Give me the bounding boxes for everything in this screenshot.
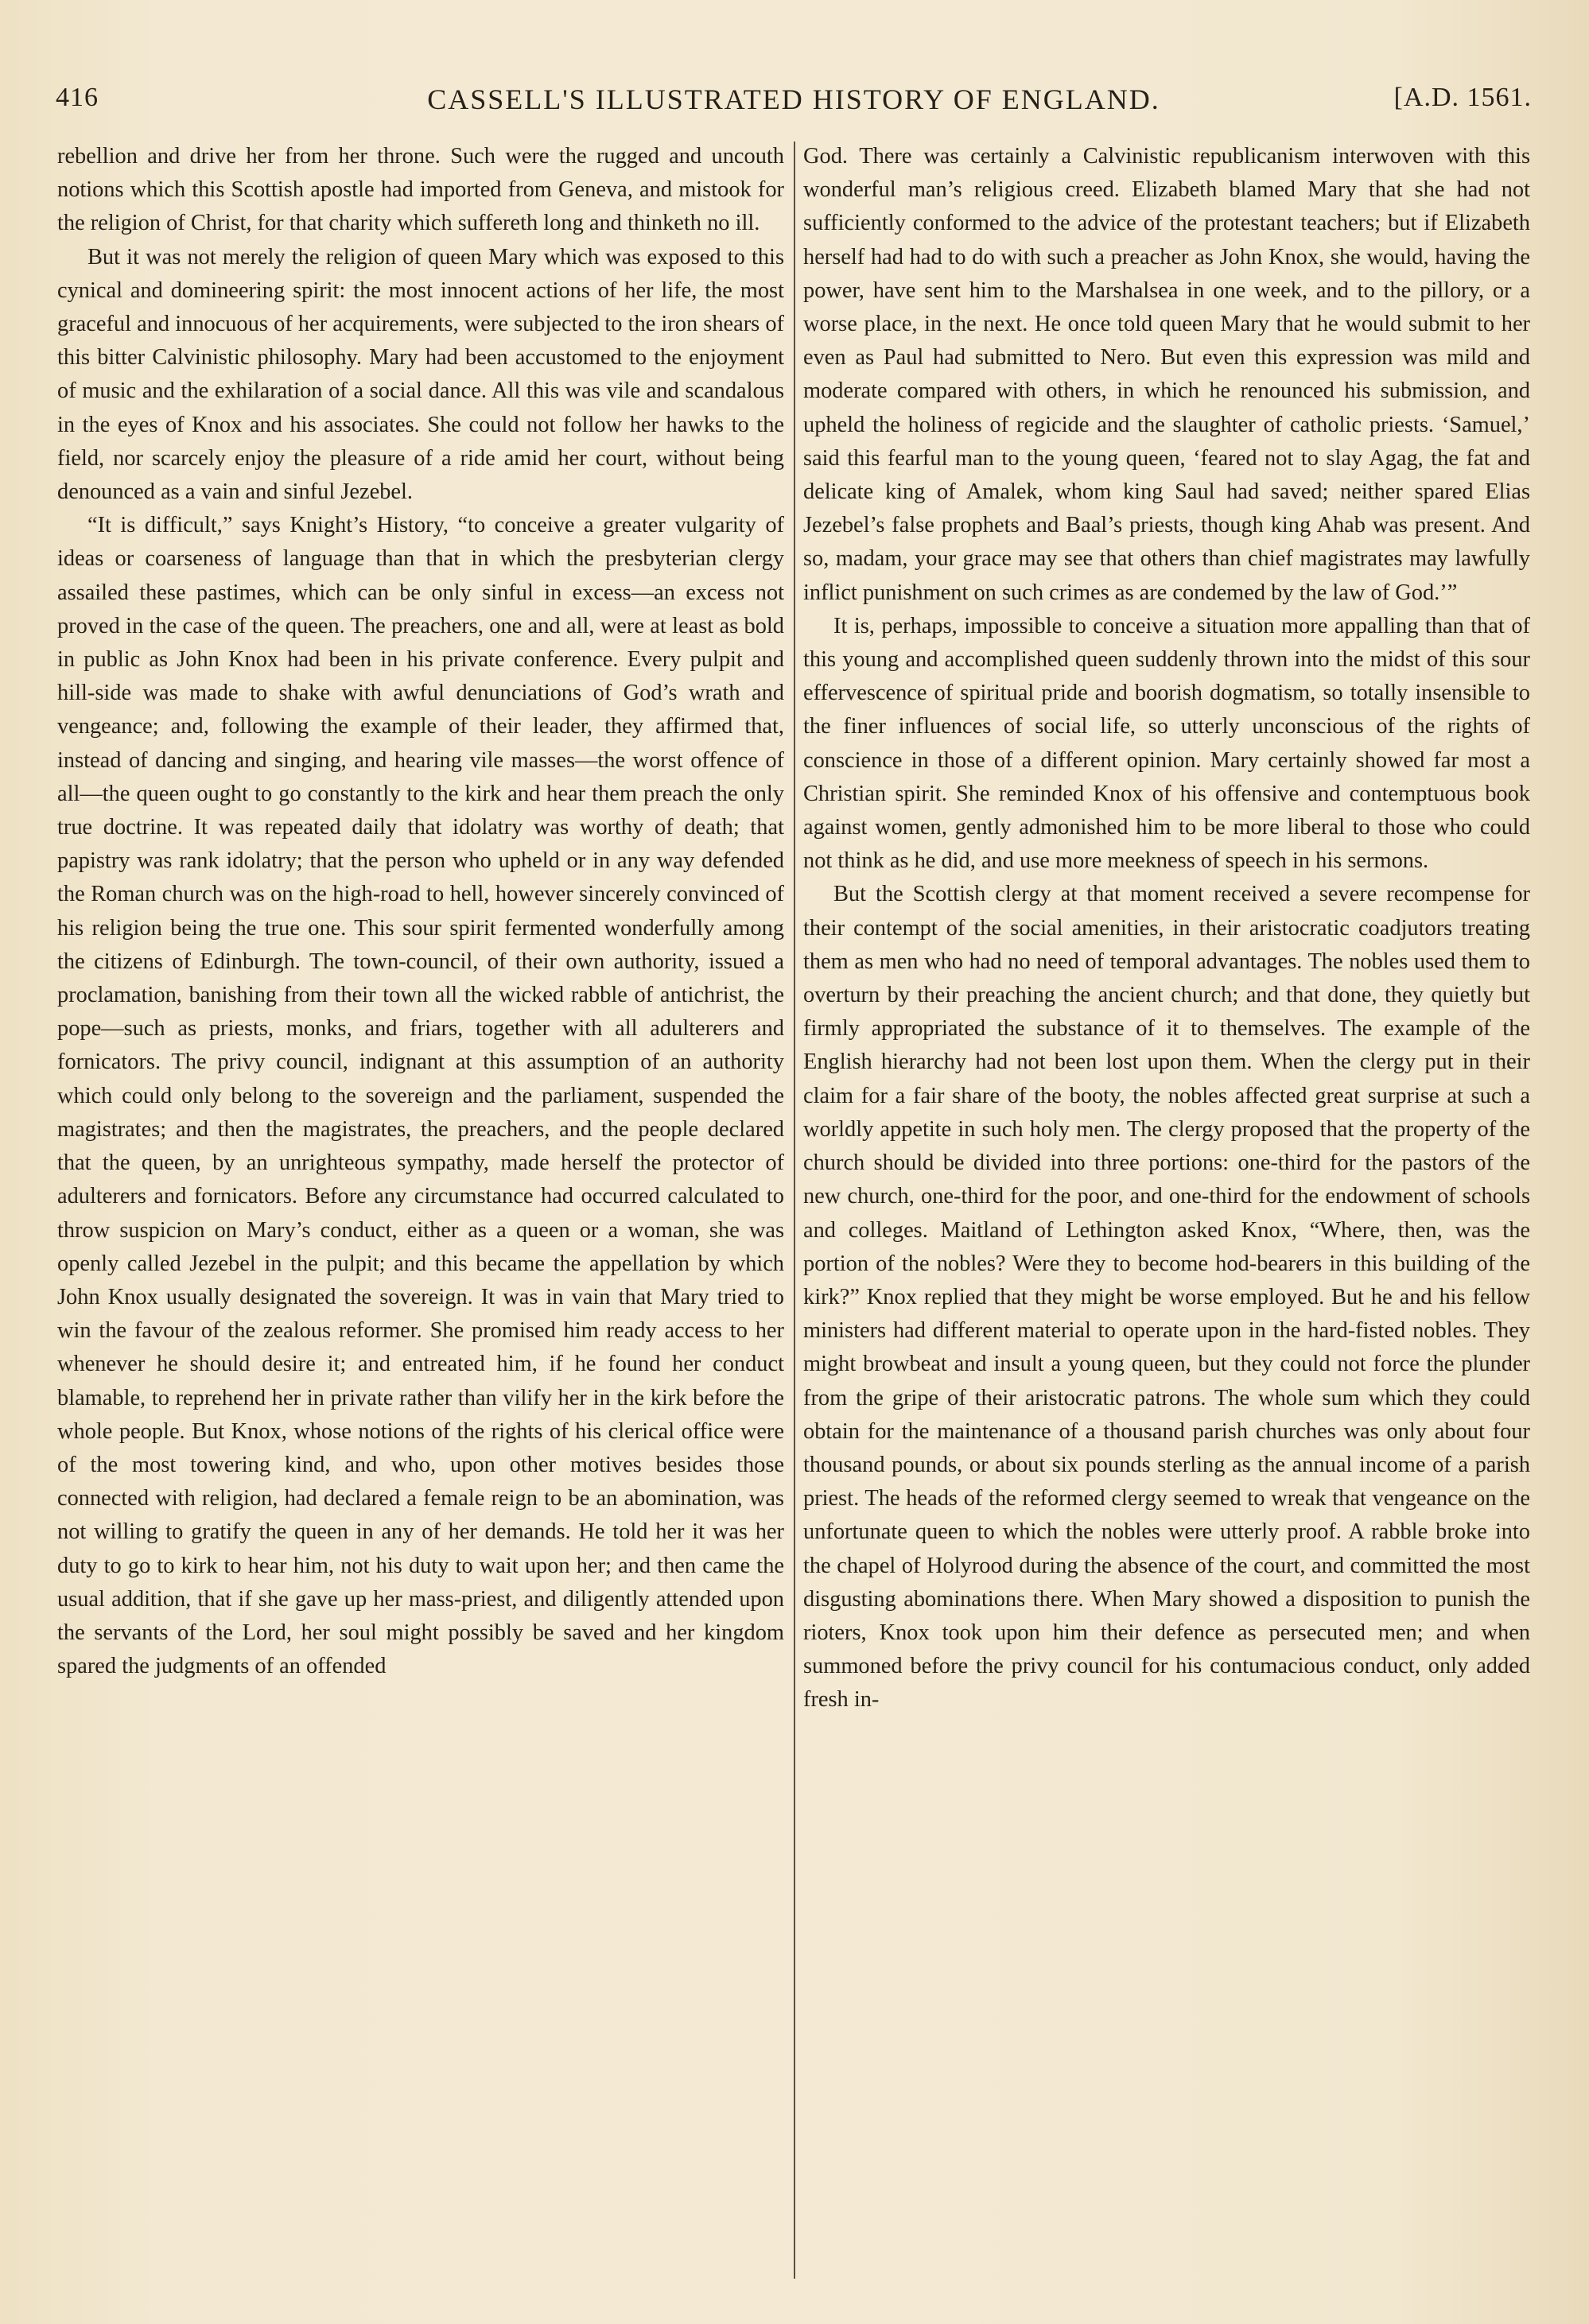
running-date: [A.D. 1561. <box>1393 83 1532 112</box>
paragraph: It is, perhaps, impossible to conceive a situation more appalling than that of this young and accomplished queen suddenly thrown into the midst of this sour effervescence of spiritual pride and boorish dogmatism, so totally insensible to the finer influences of social life, so utterly unconscious of the rights of conscience in those of a different opinion. Mary certainly showed far most a Christian spirit. She reminded Knox of his offensive and contemptuous book against women, gently admonished him to be more liberal to those who could not think as he did, and use more meekness of speech in his sermons. <box>803 613 1530 874</box>
page-number: 416 <box>56 83 99 112</box>
running-head <box>56 83 1532 122</box>
paragraph: But it was not merely the religion of queen Mary which was exposed to this cynical and domineering spirit: the most innocent actions of her life, the most graceful and innocuous of her acquirements, were subjected to the iron shears of this bitter Calvinistic philosophy. Mary had been accustomed to the enjoyment of music and the exhilaration of a social dance. All this was vile and scandalous in the eyes of Knox and his associates. She could not follow her hawks to the field, nor scarcely enjoy the pleasure of a ride amid her court, without being denounced as a vain and sinful Jezebel. <box>57 244 784 505</box>
left-column <box>57 140 784 1683</box>
paragraph: But the Scottish clergy at that moment received a severe recompense for their contempt of the social amenities, in their aristocratic coadjutors treating them as men who had no need of temporal advantages. The nobles used them to overturn by their preaching the ancient church; and that done, they quietly but firmly appropriated the substance of it to themselves. The example of the English hierarchy had not been lost upon them. When the clergy put in their claim for a fair share of the booty, the nobles affected great surprise at such a worldly appetite in such holy men. The clergy proposed that the property of the church should be divided into three portions: one-third for the pastors of the new church, one-third for the poor, and one-third for the endowment of schools and colleges. Maitland of Lethington asked Knox, “Where, then, was the portion of the nobles? Were they to become hod-bearers in this building of the kirk?” Knox replied that they might be worse employed. But he and his fellow ministers had different material to operate upon in the hard-fisted nobles. They might browbeat and insult a young queen, but they could not force the plunder from the gripe of their aristocratic patrons. The whole sum which they could obtain for the maintenance of a thousand parish churches was only about four thousand pounds, or about six pounds sterling as the annual income of a parish priest. The heads of the reformed clergy seemed to wreak that vengeance on the unfortunate queen to which the nobles were utterly proof. A rabble broke into the chapel of Holyrood during the absence of the court, and committed the most disgusting abominations there. When Mary showed a disposition to punish the rioters, Knox took upon him their defence as persecuted men; and when summoned before the privy council for his contumacious conduct, only added fresh in- <box>803 882 1530 1713</box>
paragraph: God. There was certainly a Calvinistic republicanism interwoven with this wonderful man’s religious creed. Elizabeth blamed Mary that she had not sufficiently conformed to the advice of the protestant teachers; but if Elizabeth herself had had to do with such a preacher as John Knox, she would, having the power, have sent him to the Marshalsea in one week, and to the pillory, or a worse place, in the next. He once told queen Mary that he would submit to her even as Paul had submitted to Nero. But even this expression was mild and moderate compared with others, in which he renounced his submission, and upheld the holiness of regicide and the slaughter of catholic priests. ‘Samuel,’ said this fearful man to the young queen, ‘feared not to slay Agag, the fat and delicate king of Amalek, whom king Saul had saved; neither spared Elias Jezebel’s false prophets and Baal’s priests, though king Ahab was present. And so, madam, your grace may see that others than chief magistrates may lawfully inflict punishment on such crimes as are condemed by the law of God.’” <box>803 144 1530 605</box>
running-title: CASSELL'S ILLUSTRATED HISTORY OF ENGLAND. <box>427 83 1160 115</box>
paragraph: “It is difficult,” says Knight’s History, “to conceive a greater vulgarity of ideas or coarseness of language than that in which the presbyterian clergy assailed these pastimes, which can be only sinful in excess—an excess not proved in the case of the queen. The preachers, one and all, were at least as bold in public as John Knox had been in his private conference. Every pulpit and hill-side was made to shake with awful denunciations of God’s wrath and vengeance; and, following the example of their leader, they affirmed that, instead of dancing and singing, and hearing vile masses—the worst offence of all—the queen ought to go constantly to the kirk and hear them preach the only true doctrine. It was repeated daily that idolatry was worthy of death; that papistry was rank idolatry; that the person who upheld or in any way defended the Roman church was on the high-road to hell, however sincerely convinced of his religion being the true one. This sour spirit fermented wonderfully among the citizens of Edinburgh. The town-council, of their own authority, issued a proclamation, banishing from their town all the wicked rabble of antichrist, the pope—such as priests, monks, and friars, together with all adulterers and fornicators. The privy council, indignant at this assumption of an authority which could only belong to the sovereign and the parliament, suspended the magistrates; and then the magistrates, the preachers, and the people declared that the queen, by an unrighteous sympathy, made herself the protector of adulterers and fornicators. Before any circumstance had occurred calculated to throw suspicion on Mary’s conduct, either as a queen or a woman, she was openly called Jezebel in the pulpit; and this became the appellation by which John Knox usually designated the sovereign. It was in vain that Mary tried to win the favour of the zealous reformer. She promised him ready access to her whenever he should desire it; and entreated him, if he found her conduct blamable, to reprehend her in private rather than vilify her in the kirk before the whole people. But Knox, whose notions of the rights of his clerical office were of the most towering kind, and who, upon other motives besides those connected with religion, had declared a female reign to be an abomination, was not willing to gratify the queen in any of her demands. He told her it was her duty to go to kirk to hear him, not his duty to wait upon her; and then came the usual addition, that if she gave up her mass-priest, and diligently attended upon the servants of the Lord, her soul might possibly be saved and her kingdom spared the judgments of an offended <box>57 513 784 1679</box>
column-divider <box>794 142 795 2279</box>
right-column <box>803 140 1530 1717</box>
paragraph: rebellion and drive her from her throne. Such were the rugged and uncouth notions which this Scottish apostle had imported from Geneva, and mistook for the religion of Christ, for that charity which suffereth long and thinketh no ill. <box>57 144 784 236</box>
